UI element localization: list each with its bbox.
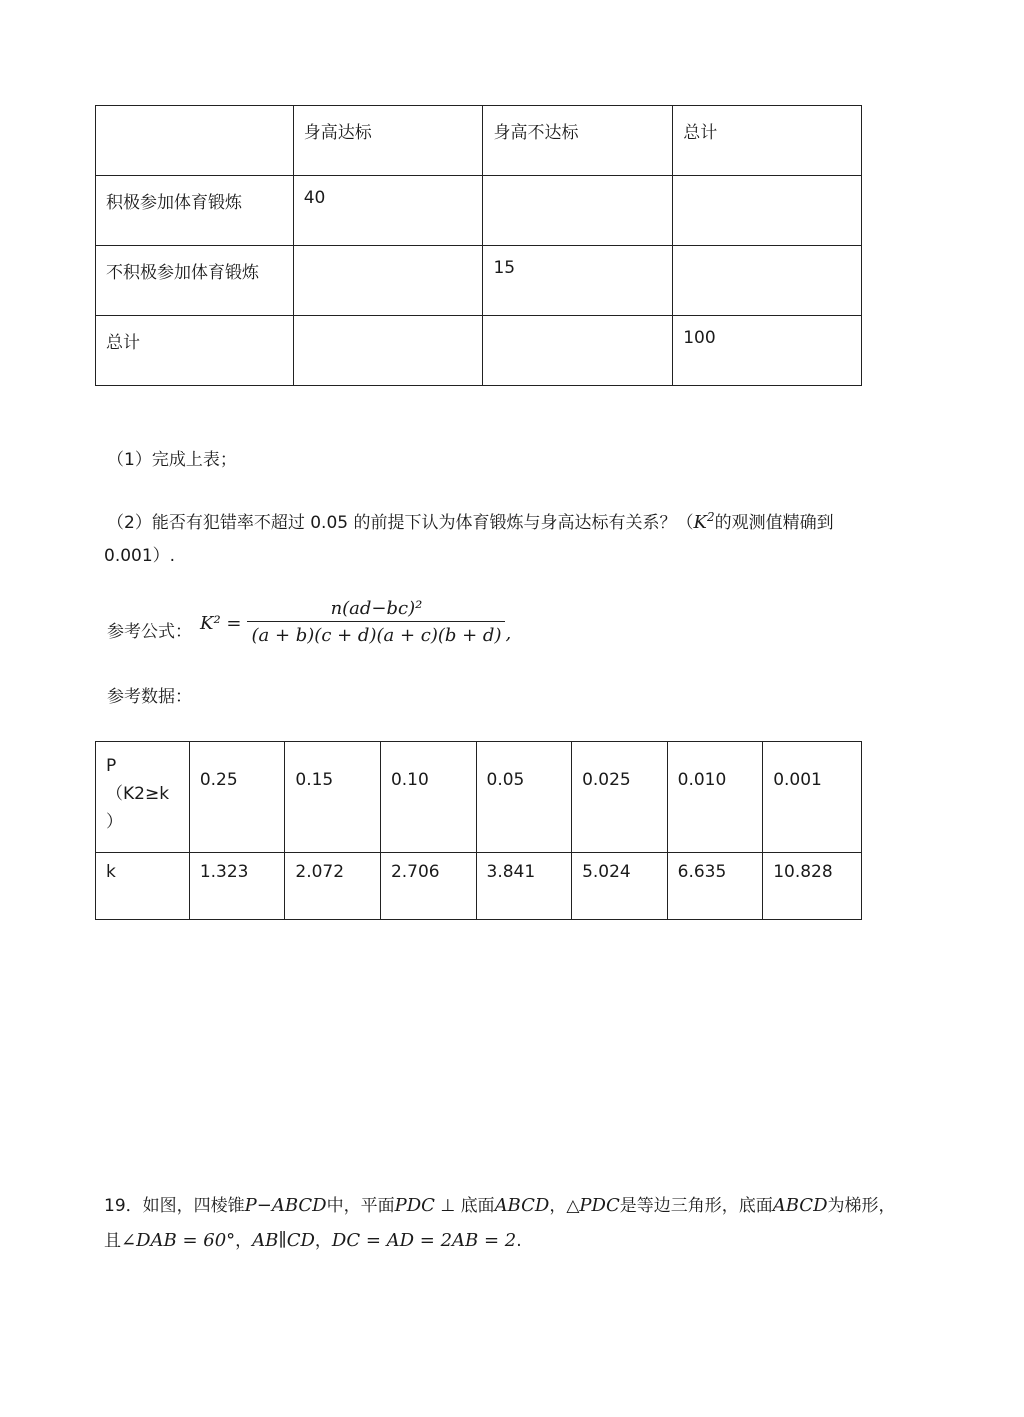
- q19-math: ∠DAB = 60°: [121, 1230, 236, 1251]
- contingency-table: [95, 105, 862, 386]
- table-cell: 6.635: [667, 853, 763, 920]
- table-cell: 0.25: [189, 742, 285, 853]
- table-row: [96, 176, 862, 246]
- table-cell: 0.001: [763, 742, 862, 853]
- table-cell: [96, 106, 294, 176]
- table-row: [96, 316, 862, 386]
- question-19-line1: [104, 1186, 934, 1226]
- table-cell: 0.010: [667, 742, 763, 853]
- table-cell: 100: [673, 316, 862, 386]
- formula-label: 参考公式：: [107, 622, 192, 642]
- formula-block: [107, 598, 511, 646]
- question-2-text: （2）能否有犯错率不超过 0.05 的前提下认为体育锻炼与身高达标有关系？（: [107, 513, 694, 533]
- table-cell: 身高达标: [293, 106, 483, 176]
- q19-math: AB∥CD: [252, 1230, 315, 1251]
- question-1: （1）完成上表；: [107, 450, 237, 470]
- q19-perp: ⊥: [434, 1196, 461, 1216]
- table-cell: P（K2≥k ）: [96, 742, 190, 853]
- q19-math: ABCD: [772, 1195, 828, 1216]
- q19-math: DC = AD = 2AB = 2: [331, 1230, 517, 1251]
- critical-value-table: [95, 741, 862, 920]
- q19-math: P−ABCD: [244, 1195, 327, 1216]
- q19-text: 中，平面: [326, 1196, 395, 1216]
- ref-data-label: 参考数据：: [107, 687, 192, 707]
- q19-math: PDC: [579, 1195, 620, 1216]
- q19-text: ，△: [549, 1196, 580, 1216]
- table-cell: [293, 316, 483, 386]
- table-cell: [483, 176, 673, 246]
- q19-text: 19．如图，四棱锥: [104, 1196, 245, 1216]
- table-cell: 2.706: [380, 853, 476, 920]
- table-row: [96, 246, 862, 316]
- q19-text: 是等边三角形，底面: [619, 1196, 773, 1216]
- table-cell: [673, 246, 862, 316]
- table-header-row: [96, 106, 862, 176]
- table-cell: [293, 246, 483, 316]
- table-cell: 3.841: [476, 853, 572, 920]
- table-cell: 15: [483, 246, 673, 316]
- table-row-probability: [96, 742, 862, 853]
- question-19-line2: [104, 1221, 522, 1261]
- table-cell: k: [96, 853, 190, 920]
- table-cell: 总计: [673, 106, 862, 176]
- table-cell: 身高不达标: [483, 106, 673, 176]
- table-cell: 2.072: [285, 853, 381, 920]
- table-cell: 10.828: [763, 853, 862, 920]
- table-cell: 0.10: [380, 742, 476, 853]
- q19-text: 且: [104, 1231, 121, 1251]
- q19-math: PDC: [394, 1195, 435, 1216]
- table-cell: 1.323: [189, 853, 285, 920]
- table-cell: 40: [293, 176, 483, 246]
- table-cell: 不积极参加体育锻炼: [96, 246, 294, 316]
- formula-suffix: ,: [505, 623, 512, 644]
- formula-denominator: (a + b)(c + d)(a + c)(b + d): [247, 621, 505, 646]
- table-cell: 0.15: [285, 742, 381, 853]
- q19-text: 底面: [460, 1196, 495, 1216]
- question-2: [107, 497, 927, 543]
- table-cell: 总计: [96, 316, 294, 386]
- table-cell: [673, 176, 862, 246]
- table-row-k: [96, 853, 862, 920]
- q19-text: .: [516, 1231, 522, 1251]
- formula-fraction: [247, 598, 505, 646]
- q19-text: ，: [314, 1231, 332, 1251]
- q19-math: ABCD: [494, 1195, 550, 1216]
- question-2-text-cont: 的观测值精确到: [714, 513, 834, 533]
- table-cell: 0.05: [476, 742, 572, 853]
- table-cell: 0.025: [572, 742, 668, 853]
- formula-lhs: K² =: [200, 613, 242, 634]
- table-cell: 积极参加体育锻炼: [96, 176, 294, 246]
- k-squared: $K^2$: [693, 510, 715, 533]
- q19-text: ，: [235, 1231, 253, 1251]
- formula-numerator: n(ad−bc)²: [330, 598, 423, 619]
- question-2-line2: 0.001）.: [104, 546, 176, 566]
- table-cell: [483, 316, 673, 386]
- table-cell: 5.024: [572, 853, 668, 920]
- q19-text: 为梯形，: [827, 1196, 896, 1216]
